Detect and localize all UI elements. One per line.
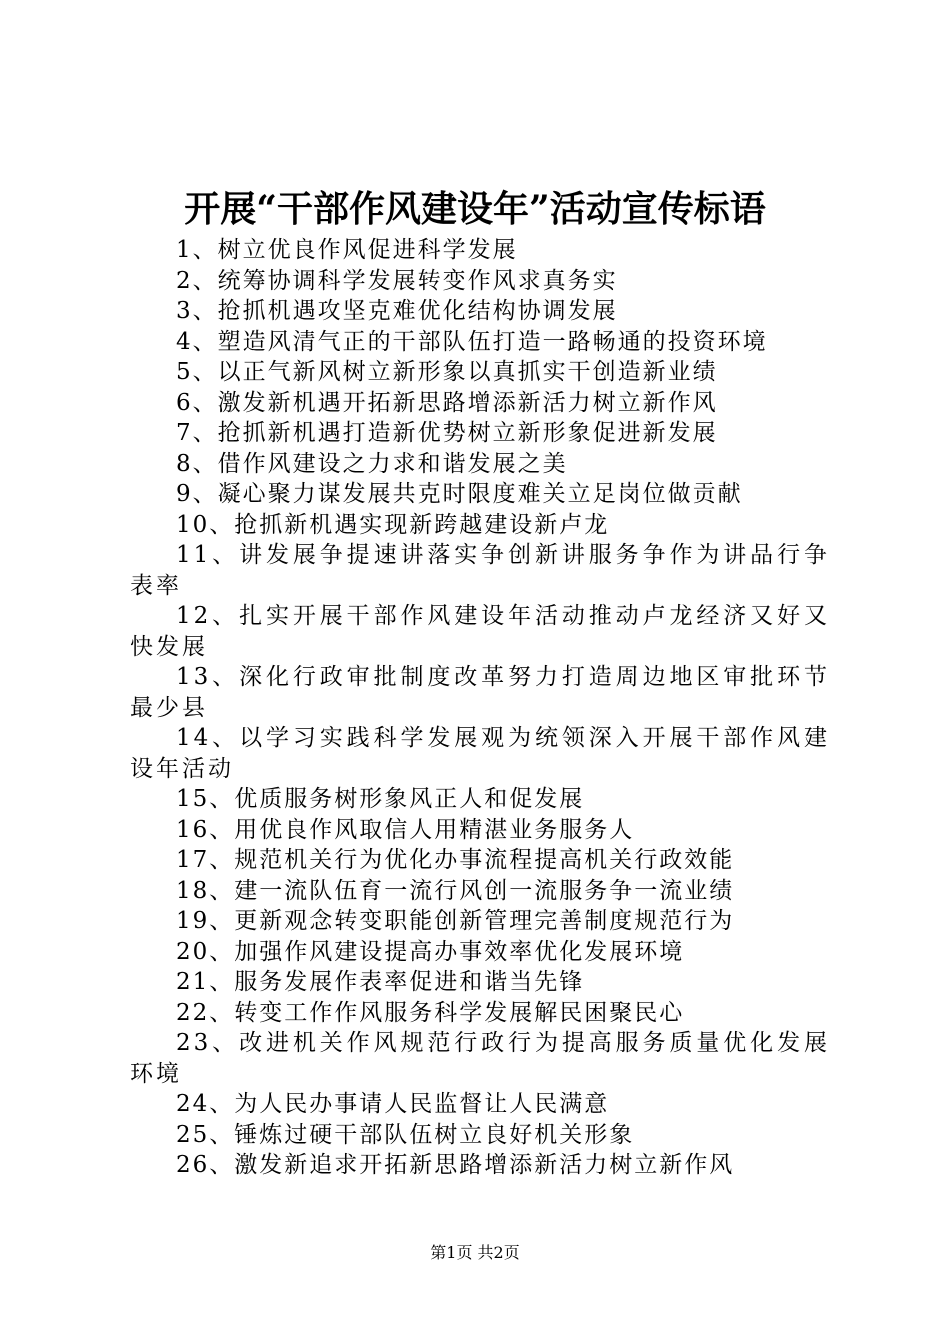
slogan-item: 9、凝心聚力谋发展共克时限度难关立足岗位做贡献 [176,481,743,507]
slogan-item: 20、加强作风建设提高办事效率优化发展环境 [176,938,685,965]
slogan-item: 5、以正气新风树立新形象以真抓实干创造新业绩 [176,359,718,385]
slogan-item: 6、激发新机遇开拓新思路增添新活力树立新作风 [176,389,718,416]
slogan-item: 12、扎实开展干部作风建设年活动推动卢龙经济又好又快发展 [130,603,830,660]
slogan-item: 18、建一流队伍育一流行风创一流服务争一流业绩 [176,877,735,904]
slogan-item: 26、激发新追求开拓新思路增添新活力树立新作风 [176,1152,735,1178]
slogan-item: 3、抢抓机遇攻坚克难优化结构协调发展 [176,298,618,324]
slogan-item: 4、塑造风清气正的干部队伍打造一路畅通的投资环境 [176,328,768,355]
slogan-item: 23、改进机关作风规范行政行为提高服务质量优化发展环境 [130,1030,830,1087]
slogan-item: 11、讲发展争提速讲落实争创新讲服务争作为讲品行争表率 [130,542,830,599]
slogan-item: 21、服务发展作表率促进和谐当先锋 [176,969,585,995]
slogan-item: 8、借作风建设之力求和谐发展之美 [176,450,568,477]
slogan-item: 10、抢抓新机遇实现新跨越建设新卢龙 [176,511,610,538]
slogan-item: 1、树立优良作风促进科学发展 [176,237,518,263]
slogan-list [130,235,830,1181]
page-footer: 第1页 共2页 [430,1243,520,1262]
slogan-item: 17、规范机关行为优化办事流程提高机关行政效能 [176,847,735,873]
slogan-item: 14、以学习实践科学发展观为统领深入开展干部作风建设年活动 [130,725,830,782]
slogan-item: 7、抢抓新机遇打造新优势树立新形象促进新发展 [176,420,718,446]
slogan-item: 22、转变工作作风服务科学发展解民困聚民心 [176,999,685,1026]
slogan-item: 15、优质服务树形象风正人和促发展 [176,786,585,812]
slogan-item: 2、统筹协调科学发展转变作风求真务实 [176,267,618,294]
slogan-item: 16、用优良作风取信人用精湛业务服务人 [176,816,635,843]
slogan-item: 25、锤炼过硬干部队伍树立良好机关形象 [176,1121,635,1148]
slogan-item: 13、深化行政审批制度改革努力打造周边地区审批环节最少县 [130,664,830,721]
slogan-item: 24、为人民办事请人民监督让人民满意 [176,1091,610,1117]
slogan-item: 19、更新观念转变职能创新管理完善制度规范行为 [176,908,735,934]
document-title: 开展“干部作风建设年”活动宣传标语 [184,188,766,230]
